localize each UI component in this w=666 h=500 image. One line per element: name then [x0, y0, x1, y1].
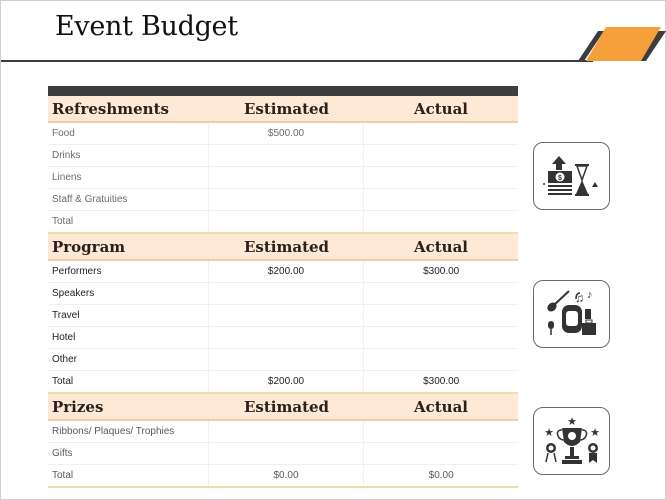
- table-row: [48, 443, 518, 465]
- estimated-cell: $0.00: [209, 465, 365, 486]
- actual-cell: $300.00: [423, 376, 460, 387]
- table-row: [48, 421, 518, 443]
- section-title: Program: [52, 237, 126, 256]
- section-title: Refreshments: [52, 99, 169, 118]
- decorative-parallelogram-icon: [576, 23, 666, 63]
- section-header: [48, 96, 518, 123]
- table-row: [48, 327, 518, 349]
- estimated-cell: [209, 283, 365, 304]
- trophy-awards-icon-box: [533, 407, 610, 475]
- table-row-total: [48, 371, 518, 394]
- col-actual-header: Actual: [413, 237, 469, 256]
- item-cell: Total: [48, 371, 209, 392]
- svg-text:★: ★: [566, 416, 577, 428]
- title-divider: [1, 60, 593, 62]
- music-travel-icon-box: [533, 280, 610, 348]
- item-cell: Speakers: [48, 283, 209, 304]
- svg-text:★: ★: [543, 427, 554, 439]
- item-cell: Food: [48, 123, 209, 144]
- actual-cell: $0.00: [428, 470, 454, 481]
- col-estimated-header: Estimated: [243, 237, 330, 256]
- actual-cell: [364, 145, 518, 166]
- table-row: [48, 167, 518, 189]
- table-row: [48, 349, 518, 371]
- item-cell: Linens: [48, 167, 209, 188]
- money-hourglass-icon-box: [533, 142, 610, 210]
- table-row: [48, 261, 518, 283]
- table-row: [48, 123, 518, 145]
- table-row-total: [48, 211, 518, 234]
- item-cell: Staff & Gratuities: [48, 189, 209, 210]
- estimated-cell: $200.00: [209, 261, 365, 282]
- item-cell: Other: [48, 349, 209, 370]
- estimated-cell: $200.00: [209, 371, 365, 392]
- section-title: Prizes: [52, 397, 104, 416]
- actual-cell: $300.00: [423, 266, 460, 277]
- actual-cell: [364, 123, 518, 144]
- table-row: [48, 145, 518, 167]
- svg-text:$: $: [557, 175, 562, 182]
- table-row-total: [48, 465, 518, 488]
- svg-text:♫: ♫: [574, 291, 584, 305]
- col-actual-header: Actual: [413, 397, 469, 416]
- actual-cell: [364, 305, 518, 326]
- svg-text:♪: ♪: [586, 289, 592, 301]
- table-top-bar: [48, 86, 518, 96]
- actual-cell: [364, 283, 518, 304]
- svg-text:★: ★: [589, 427, 600, 439]
- section-refreshments: [48, 96, 518, 234]
- actual-cell: [364, 211, 518, 232]
- item-cell: Hotel: [48, 327, 209, 348]
- actual-cell: [364, 421, 518, 442]
- table-row: [48, 283, 518, 305]
- item-cell: Gifts: [48, 443, 209, 464]
- item-cell: Total: [48, 211, 209, 232]
- estimated-cell: [209, 211, 365, 232]
- actual-cell: [364, 189, 518, 210]
- estimated-cell: [209, 145, 365, 166]
- estimated-cell: [209, 189, 365, 210]
- item-cell: Ribbons/ Plaques/ Trophies: [48, 421, 209, 442]
- table-row: [48, 189, 518, 211]
- col-actual-header: Actual: [413, 99, 469, 118]
- estimated-cell: $500.00: [209, 123, 365, 144]
- money-hourglass-icon: [542, 154, 602, 198]
- item-cell: Travel: [48, 305, 209, 326]
- budget-table: [48, 86, 518, 488]
- col-estimated-header: Estimated: [243, 99, 330, 118]
- estimated-cell: [209, 167, 365, 188]
- trophy-awards-icon: [540, 414, 604, 468]
- actual-cell: [364, 443, 518, 464]
- page-title: Event Budget: [55, 11, 238, 42]
- actual-cell: [364, 167, 518, 188]
- section-header: [48, 394, 518, 421]
- section-header: [48, 234, 518, 261]
- estimated-cell: [209, 305, 365, 326]
- item-cell: Performers: [48, 261, 209, 282]
- estimated-cell: [209, 349, 365, 370]
- section-program: [48, 234, 518, 394]
- music-travel-icon: [542, 289, 602, 339]
- actual-cell: [364, 327, 518, 348]
- item-cell: Total: [48, 465, 209, 486]
- section-prizes: [48, 394, 518, 488]
- estimated-cell: [209, 421, 365, 442]
- table-row: [48, 305, 518, 327]
- estimated-cell: [209, 443, 365, 464]
- actual-cell: [364, 349, 518, 370]
- estimated-cell: [209, 327, 365, 348]
- col-estimated-header: Estimated: [243, 397, 330, 416]
- item-cell: Drinks: [48, 145, 209, 166]
